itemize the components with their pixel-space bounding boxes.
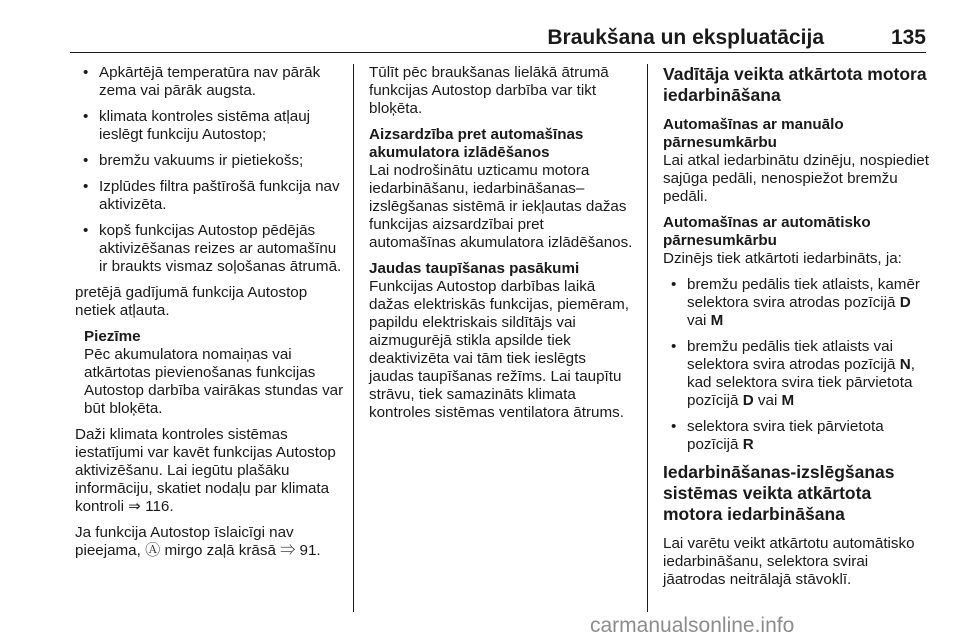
paragraph: Lai atkal iedarbinātu dzinēju, nospiediet sajūga pedāli, nenospiežot bremžu pedāli. — [663, 152, 929, 205]
list-item: • Izplūdes filtra paštīrošā funkcija nav aktivizēta. — [83, 178, 340, 213]
list-item: • klimata kontroles sistēma atļauj ieslēgt funkciju Autostop; — [83, 108, 311, 143]
paragraph: Funkcijas Autostop darbības laikā dažas elektriskās funkcijas, piemēram, papildu elektriskais sildītājs vai aizmugurējā stikla apsilde tiek deaktivizēta vai tām tiek ieslēgts jaudas taupīšanas režīms. Lai taupītu strāvu, tiek samazināts klimata kontroles sistēmas ventilatora ātrums. — [369, 278, 629, 421]
note-title: Piezīme — [84, 328, 141, 345]
paragraph: pretējā gadījumā funkcija Autostop netiek atļauta. — [75, 284, 308, 319]
header-rule — [70, 52, 926, 53]
section-heading: Vadītāja veikta atkārtota motora iedarbināšana — [663, 64, 927, 105]
page-number: 135 — [890, 26, 926, 49]
paragraph: Tūlīt pēc braukšanas lielākā ātrumā funkcijas Autostop darbība var tikt bloķēta. — [369, 64, 609, 117]
chapter-title: Braukšana un ekspluatācija — [547, 26, 824, 49]
subheading: Automašīnas ar manuālo pārnesumkārbu — [663, 116, 844, 151]
note-box — [75, 328, 347, 418]
list-item: • kopš funkcijas Autostop pēdējās aktivizēšanas reizes ar automašīnu ir braukts vismaz soļošanas ātrumā. — [83, 222, 342, 275]
bullet-icon: • — [671, 338, 677, 355]
list-item: • bremžu vakuums ir pietiekošs; — [83, 152, 304, 169]
paragraph: Dzinējs tiek atkārtoti iedarbināts, ja: — [663, 250, 902, 267]
note-text: Pēc akumulatora nomaiņas vai atkārtotas pievienošanas funkcijas Autostop darbība vairākas stundas var būt bloķēta. — [84, 346, 344, 417]
paragraph: Ja funkcija Autostop īslaicīgi nav pieejama, Ⓐ mirgo zaļā krāsā ⇒ 91. — [75, 524, 321, 559]
column-divider-2 — [647, 64, 648, 612]
bullet-icon: • — [83, 178, 89, 195]
bullet-icon: • — [83, 108, 89, 125]
watermark: carmanualsonline.info — [590, 614, 795, 637]
subheading: Automašīnas ar automātisko pārnesumkārbu — [663, 214, 871, 249]
subheading: Jaudas taupīšanas pasākumi — [369, 260, 580, 277]
list-item: • selektora svira tiek pārvietota pozīcijā R — [671, 418, 884, 453]
paragraph: Lai varētu veikt atkārtotu automātisko iedarbināšanu, selektora svirai jāatrodas neitrālajā stāvoklī. — [663, 535, 915, 588]
column-1 — [75, 64, 347, 568]
list-item: • bremžu pedālis tiek atlaists vai selektora svira atrodas pozīcijā N, kad selektora svira tiek pārvietota pozīcijā D vai M — [671, 338, 915, 409]
paragraph: Lai nodrošinātu uzticamu motora iedarbināšanu, iedarbināšanas–izslēgšanas sistēmā ir iekļautas dažas funkcijas aizsardzībai pret automašīnas akumulatora izlādēšanos. — [369, 162, 633, 251]
bullet-icon: • — [83, 222, 89, 239]
bullet-icon: • — [671, 276, 677, 293]
autostop-icon: Ⓐ — [145, 542, 161, 559]
bullet-icon: • — [671, 418, 677, 435]
page-header — [70, 20, 926, 56]
column-3 — [663, 64, 931, 597]
section-heading: Iedarbināšanas-izslēgšanas sistēmas veikta atkārtota motora iedarbināšana — [663, 462, 895, 524]
bullet-icon: • — [83, 152, 89, 169]
column-divider-1 — [353, 64, 354, 612]
column-2 — [369, 64, 633, 430]
list-item: • Apkārtējā temperatūra nav pārāk zema vai pārāk augsta. — [83, 64, 321, 99]
bullet-icon: • — [83, 64, 89, 81]
list-item: • bremžu pedālis tiek atlaists, kamēr selektora svira atrodas pozīcijā D vai M — [671, 276, 920, 329]
subheading: Aizsardzība pret automašīnas akumulatora izlādēšanos — [369, 126, 584, 161]
paragraph: Daži klimata kontroles sistēmas iestatījumi var kavēt funkcijas Autostop aktivizēšanu. Lai iegūtu plašāku informāciju, skatiet nodaļu par klimata kontroli ⇒ 116. — [75, 426, 336, 515]
